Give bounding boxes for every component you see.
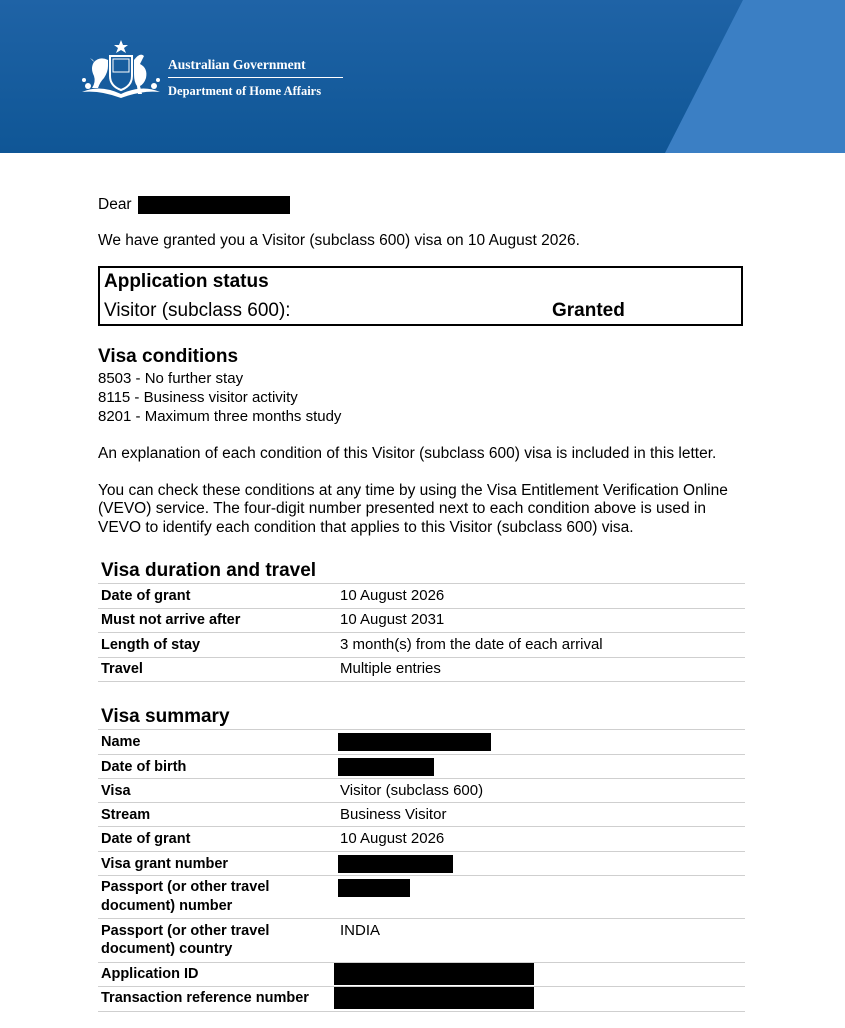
application-status-visa: Visitor (subclass 600): [104, 300, 291, 321]
row-label: Length of stay [101, 637, 201, 653]
table-row [98, 584, 745, 609]
row-label: document) country [101, 941, 233, 957]
row-label: Date of birth [101, 759, 187, 775]
row-label: Transaction reference number [101, 990, 309, 1006]
row-label: Date of grant [101, 831, 191, 847]
table-row [98, 779, 745, 803]
row-label: Travel [101, 661, 143, 677]
table-row [98, 730, 745, 755]
table-row [98, 827, 745, 852]
row-label: Must not arrive after [101, 612, 241, 628]
department-name: Department of Home Affairs [168, 84, 322, 98]
condition-item: 8201 - Maximum three months study [98, 408, 342, 425]
application-status-value: Granted [552, 300, 625, 321]
table-row [98, 852, 745, 876]
visa-summary-table [98, 706, 745, 1012]
visa-summary-title: Visa summary [101, 706, 230, 727]
application-status-box [98, 266, 743, 326]
row-value: Multiple entries [340, 660, 441, 677]
redacted-name [338, 733, 491, 751]
table-row [98, 963, 745, 987]
redacted-transaction-reference [334, 987, 534, 1009]
row-value: 10 August 2031 [340, 611, 445, 628]
grant-intro: We have granted you a Visitor (subclass 600) visa on 10 August 2026. [98, 232, 580, 249]
table-row [98, 755, 745, 779]
department-wordmark [168, 56, 343, 99]
header-diagonal-stripe [665, 0, 845, 153]
row-value: 3 month(s) from the date of each arrival [340, 636, 603, 653]
redacted-date-of-birth [338, 758, 434, 776]
row-value: Visitor (subclass 600) [340, 782, 484, 799]
table-row [98, 876, 745, 919]
row-label: Visa [101, 783, 131, 799]
visa-duration-title-row [98, 560, 745, 584]
row-value: 10 August 2026 [340, 587, 445, 604]
row-value: Business Visitor [340, 806, 447, 823]
wordmark-divider [168, 77, 343, 78]
row-value: 10 August 2026 [340, 830, 445, 847]
row-label: Passport (or other travel [101, 923, 270, 939]
redacted-application-id [334, 963, 534, 985]
condition-item: 8115 - Business visitor activity [98, 389, 298, 406]
vevo-paragraph-line: You can check these conditions at any time by using the Visa Entitlement Verification Online [98, 482, 728, 499]
row-label: Date of grant [101, 588, 191, 604]
row-label: Passport (or other travel [101, 879, 270, 895]
row-label: Visa grant number [101, 856, 229, 872]
table-row [98, 658, 745, 682]
row-label: document) number [101, 898, 233, 914]
redacted-grant-number [338, 855, 453, 873]
table-row [98, 803, 745, 827]
coat-of-arms-icon [80, 38, 162, 100]
salutation-text: Dear [98, 196, 132, 213]
visa-duration-title: Visa duration and travel [101, 560, 317, 581]
salutation [98, 195, 290, 214]
redacted-recipient-name [138, 196, 290, 214]
visa-summary-title-row [98, 706, 745, 730]
vevo-paragraph-line: (VEVO) service. The four-digit number presented next to each condition above is used in [98, 500, 706, 517]
condition-item: 8503 - No further stay [98, 370, 244, 387]
visa-duration-table [98, 560, 745, 682]
vevo-paragraph-line: VEVO to identify each condition that applies to this Visitor (subclass 600) visa. [98, 519, 634, 536]
row-label: Application ID [101, 966, 199, 982]
row-label: Name [101, 734, 141, 750]
table-row [98, 987, 745, 1012]
government-header-banner [0, 0, 845, 153]
redacted-passport-number [338, 879, 410, 897]
table-row [98, 609, 745, 633]
conditions-explanation: An explanation of each condition of this Visitor (subclass 600) visa is included in this letter. [98, 445, 717, 462]
visa-conditions-title: Visa conditions [98, 346, 239, 367]
table-row [98, 633, 745, 658]
application-status-title: Application status [104, 271, 269, 292]
row-label: Stream [101, 807, 151, 823]
table-row [98, 919, 745, 963]
government-name: Australian Government [168, 57, 306, 72]
row-value: INDIA [340, 922, 381, 939]
